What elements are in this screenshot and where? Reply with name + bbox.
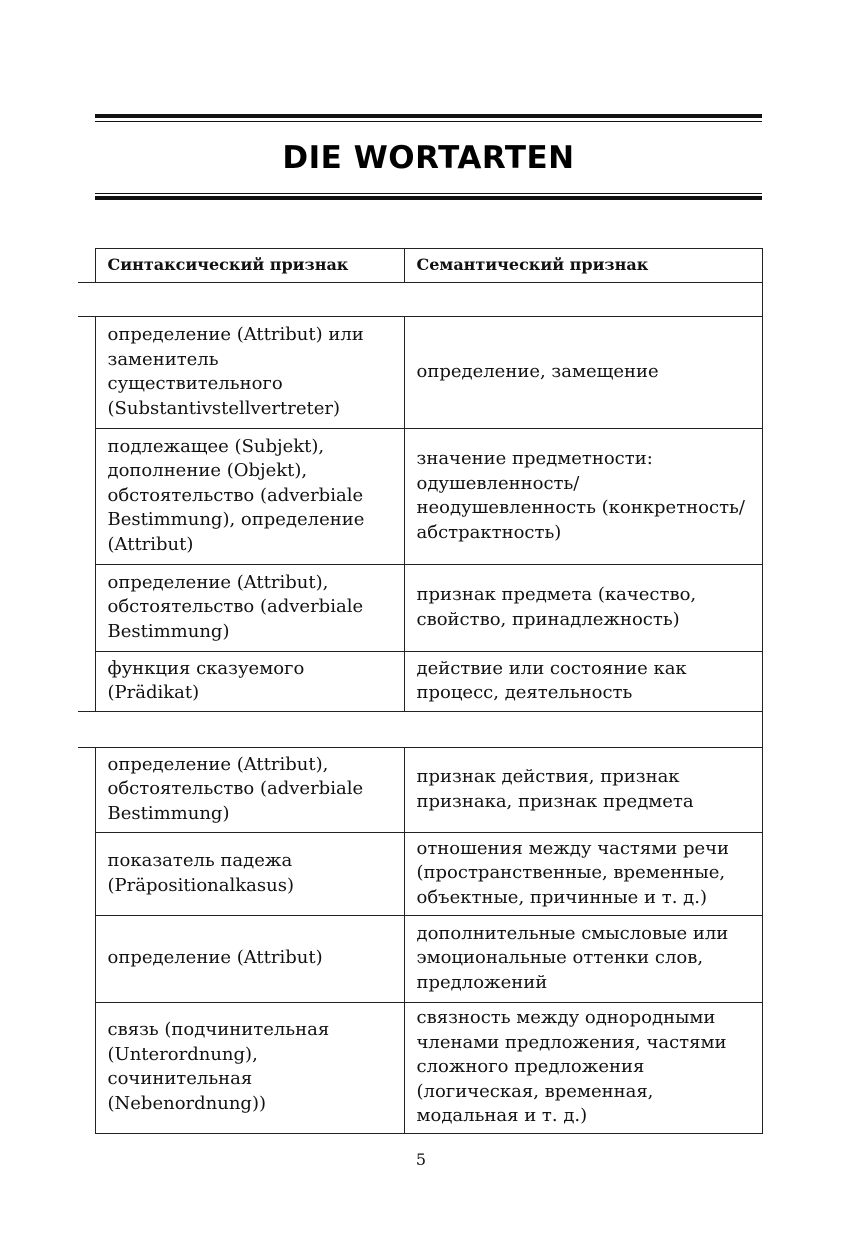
table-row	[78, 429, 762, 565]
section-divider-cell	[78, 712, 762, 748]
syntax-cell: связь (подчинительная (Unterordnung), сочинительная (Nebenordnung))	[95, 1003, 404, 1134]
syntax-cell: определение (Attribut), обстоятельство (adverbiale Bestimmung)	[95, 565, 404, 652]
semantic-cell: признак предмета (качество, свойство, принадлежность)	[404, 565, 762, 652]
syntax-cell: функция сказуемого (Prädikat)	[95, 652, 404, 712]
table-row	[78, 565, 762, 652]
gutter-cell	[78, 748, 95, 833]
semantic-cell: действие или состояние как процесс, деятельность	[404, 652, 762, 712]
gutter-cell	[78, 833, 95, 916]
gutter-cell	[78, 429, 95, 565]
bottom-rule-thick	[95, 196, 762, 200]
syntax-cell: определение (Attribut), обстоятельство (adverbiale Bestimmung)	[95, 748, 404, 833]
semantic-cell: признак действия, признак признака, признак предмета	[404, 748, 762, 833]
table-row	[78, 833, 762, 916]
gutter-cell	[78, 317, 95, 429]
section-divider-row	[78, 283, 762, 317]
bottom-rule-thin	[95, 193, 762, 194]
gutter-cell	[78, 249, 95, 283]
gutter-cell	[78, 1003, 95, 1134]
semantic-cell: отношения между частями речи (пространственные, временные, объектные, причинные и т. д.)	[404, 833, 762, 916]
section-divider-cell	[78, 283, 762, 317]
table-header-row	[78, 249, 762, 283]
parts-of-speech-table	[78, 248, 762, 1134]
semantic-cell: связность между однородными членами предложения, частями сложного предложения (логическая, временная, модальная и т. д.)	[404, 1003, 762, 1134]
table-row	[78, 317, 762, 429]
header-syntax: Синтаксический признак	[95, 249, 404, 283]
gutter-cell	[78, 652, 95, 712]
page-title: DIE WORTARTEN	[282, 140, 575, 176]
gutter-cell	[78, 916, 95, 1003]
syntax-cell: подлежащее (Subjekt), дополнение (Objekt), обстоятельство (adverbiale Bestimmung), определение (Attribut)	[95, 429, 404, 565]
semantic-cell: значение предметности: одушевленность/ неодушевленность (конкретность/абстрактность)	[404, 429, 762, 565]
table-row	[78, 1003, 762, 1134]
semantic-cell: дополнительные смысловые или эмоциональные оттенки слов, предложений	[404, 916, 762, 1003]
table-row	[78, 748, 762, 833]
top-rule-thick	[95, 114, 762, 118]
syntax-cell: показатель падежа (Präpositionalkasus)	[95, 833, 404, 916]
header-semantic: Семантический признак	[404, 249, 762, 283]
table-row	[78, 916, 762, 1003]
top-rule-thin	[95, 121, 762, 122]
syntax-cell: определение (Attribut) или заменитель существительного (Substantivstellvertreter)	[95, 317, 404, 429]
syntax-cell: определение (Attribut)	[95, 916, 404, 1003]
section-divider-row	[78, 712, 762, 748]
page-number: 5	[415, 1150, 427, 1169]
table-row	[78, 652, 762, 712]
gutter-cell	[78, 565, 95, 652]
semantic-cell: определение, замещение	[404, 317, 762, 429]
